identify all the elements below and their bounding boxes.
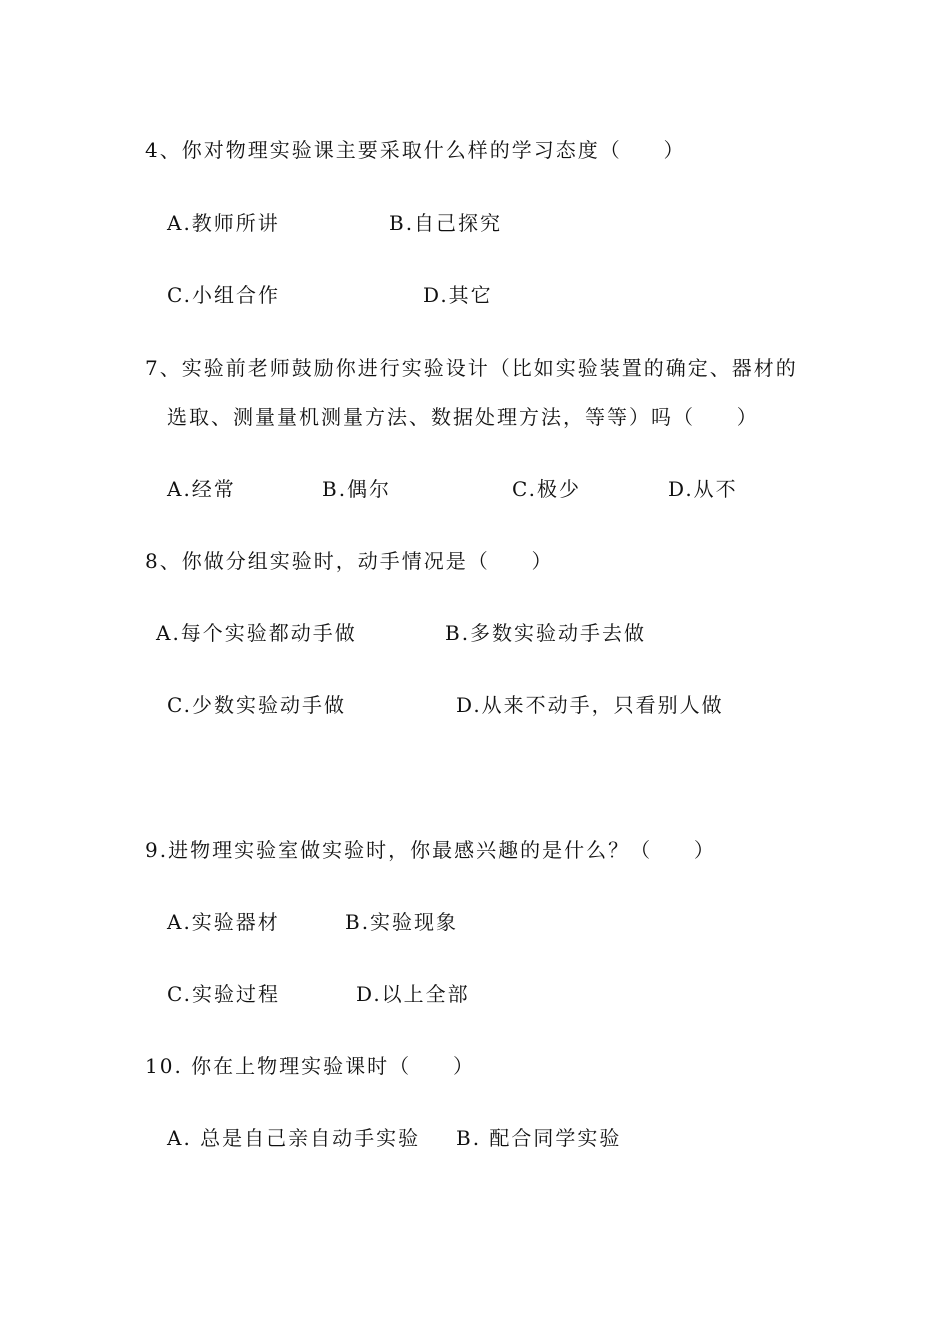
question-7-stem-line2: 选取、测量量机测量方法、数据处理方法，等等）吗（ ） bbox=[167, 405, 759, 429]
question-7-option-d: D.从不 bbox=[668, 477, 738, 501]
question-8-stem: 8、你做分组实验时，动手情况是（ ） bbox=[145, 549, 554, 573]
question-9-option-b: B.实验现象 bbox=[345, 910, 459, 934]
question-10-stem: 10. 你在上物理实验课时（ ） bbox=[145, 1054, 475, 1078]
question-9-option-c: C.实验过程 bbox=[167, 982, 280, 1006]
question-7-option-b: B.偶尔 bbox=[322, 477, 392, 501]
question-8-option-d: D.从来不动手，只看别人做 bbox=[456, 693, 724, 717]
question-7-stem-line1: 7、实验前老师鼓励你进行实验设计（比如实验装置的确定、器材的 bbox=[145, 356, 798, 380]
question-7-option-c: C.极少 bbox=[512, 477, 581, 501]
question-10-option-b: B. 配合同学实验 bbox=[456, 1126, 622, 1150]
question-10-option-a: A. 总是自己亲自动手实验 bbox=[167, 1126, 421, 1150]
question-4-option-d: D.其它 bbox=[423, 283, 493, 307]
question-4-option-a: A.教师所讲 bbox=[167, 211, 280, 235]
question-8-option-b: B.多数实验动手去做 bbox=[445, 621, 647, 645]
question-8-option-a: A.每个实验都动手做 bbox=[156, 621, 357, 645]
question-9-option-a: A.实验器材 bbox=[167, 910, 280, 934]
question-8-option-c: C.少数实验动手做 bbox=[167, 693, 346, 717]
question-9-option-d: D.以上全部 bbox=[356, 982, 470, 1006]
question-4-stem: 4、你对物理实验课主要采取什么样的学习态度（ ） bbox=[145, 138, 686, 162]
question-7-option-a: A.经常 bbox=[167, 477, 236, 501]
question-4-option-c: C.小组合作 bbox=[167, 283, 280, 307]
question-9-stem: 9.进物理实验室做实验时，你最感兴趣的是什么？（ ） bbox=[145, 838, 716, 862]
question-4-option-b: B.自己探究 bbox=[389, 211, 503, 235]
